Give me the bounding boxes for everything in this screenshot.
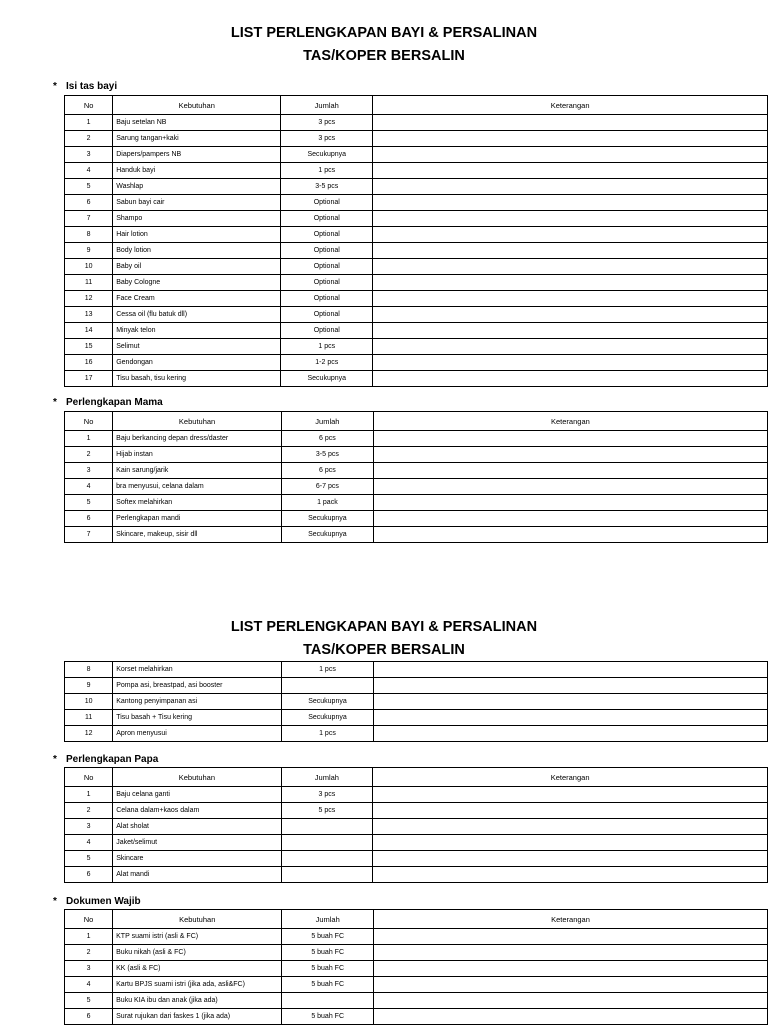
bullet-marker: *: [53, 81, 57, 92]
column-header-keterangan: Keterangan: [373, 96, 768, 115]
section-label-perlengkapan-mama: [53, 396, 163, 410]
cell-keterangan: [373, 307, 768, 323]
column-header-jumlah: Jumlah: [282, 910, 374, 929]
cell-no: 1: [65, 929, 113, 945]
cell-keterangan: [373, 227, 768, 243]
cell-jumlah: 5 buah FC: [282, 929, 374, 945]
cell-keterangan: [373, 787, 768, 803]
cell-no: 5: [65, 851, 113, 867]
cell-no: 2: [65, 803, 113, 819]
cell-no: 5: [65, 993, 113, 1009]
cell-keterangan: [373, 527, 767, 543]
cell-keterangan: [373, 678, 767, 694]
cell-kebutuhan: Shampo: [113, 211, 281, 227]
cell-jumlah: [281, 867, 373, 883]
cell-keterangan: [373, 710, 767, 726]
table-row: [65, 371, 768, 387]
cell-kebutuhan: Apron menyusui: [113, 726, 282, 742]
cell-jumlah: Optional: [281, 211, 373, 227]
cell-keterangan: [374, 945, 768, 961]
cell-jumlah: Optional: [281, 275, 373, 291]
cell-jumlah: 6 pcs: [281, 463, 373, 479]
table-row: [65, 431, 768, 447]
cell-no: 3: [65, 463, 113, 479]
cell-kebutuhan: Baju berkancing depan dress/daster: [113, 431, 282, 447]
section-title: Perlengkapan Mama: [66, 397, 163, 408]
cell-keterangan: [374, 929, 768, 945]
cell-keterangan: [374, 961, 768, 977]
cell-no: 1: [65, 431, 113, 447]
table-row: [65, 227, 768, 243]
table-row: [65, 787, 768, 803]
cell-jumlah: 1 pcs: [281, 163, 373, 179]
table-row: [65, 678, 768, 694]
cell-jumlah: 3 pcs: [281, 115, 373, 131]
cell-no: 11: [65, 710, 113, 726]
cell-keterangan: [373, 694, 767, 710]
cell-keterangan: [373, 447, 767, 463]
column-header-jumlah: Jumlah: [281, 96, 373, 115]
cell-no: 14: [65, 323, 113, 339]
cell-jumlah: Optional: [281, 323, 373, 339]
table-perlengkapan-mama-lanjutan: [64, 661, 768, 742]
section-label-dokumen-wajib: [53, 895, 141, 909]
table-row: [65, 726, 768, 742]
cell-no: 9: [65, 243, 113, 259]
cell-no: 8: [65, 662, 113, 678]
cell-kebutuhan: Face Cream: [113, 291, 281, 307]
cell-jumlah: Optional: [281, 291, 373, 307]
cell-keterangan: [373, 291, 768, 307]
table-header-row: [65, 412, 768, 431]
cell-keterangan: [373, 275, 768, 291]
cell-no: 15: [65, 339, 113, 355]
table-isi-tas-bayi: [64, 95, 768, 387]
cell-jumlah: 1-2 pcs: [281, 355, 373, 371]
cell-jumlah: 5 pcs: [281, 803, 373, 819]
cell-no: 7: [65, 527, 113, 543]
cell-jumlah: 6 pcs: [281, 431, 373, 447]
bullet-marker: *: [53, 896, 57, 907]
cell-jumlah: 1 pcs: [281, 339, 373, 355]
cell-kebutuhan: Pompa asi, breastpad, asi booster: [113, 678, 282, 694]
cell-keterangan: [373, 803, 768, 819]
cell-no: 1: [65, 787, 113, 803]
cell-keterangan: [373, 662, 767, 678]
table-row: [65, 527, 768, 543]
cell-jumlah: Optional: [281, 243, 373, 259]
section-title: Isi tas bayi: [66, 81, 118, 92]
cell-no: 2: [65, 131, 113, 147]
table-row: [65, 291, 768, 307]
cell-keterangan: [373, 131, 768, 147]
cell-kebutuhan: Hair lotion: [113, 227, 281, 243]
cell-no: 6: [65, 867, 113, 883]
table-row: [65, 961, 768, 977]
cell-kebutuhan: Diapers/pampers NB: [113, 147, 281, 163]
cell-jumlah: 5 buah FC: [282, 961, 374, 977]
cell-no: 12: [65, 291, 113, 307]
table-row: [65, 511, 768, 527]
cell-kebutuhan: Jaket/selimut: [113, 835, 281, 851]
cell-no: 16: [65, 355, 113, 371]
table-row: [65, 147, 768, 163]
table-row: [65, 323, 768, 339]
cell-keterangan: [373, 259, 768, 275]
table-row: [65, 179, 768, 195]
cell-kebutuhan: Korset melahirkan: [113, 662, 282, 678]
section-label-isi-tas-bayi: [53, 80, 117, 94]
column-header-no: No: [65, 96, 113, 115]
table-row: [65, 131, 768, 147]
column-header-keterangan: Keterangan: [373, 768, 768, 787]
cell-no: 3: [65, 819, 113, 835]
table-row: [65, 115, 768, 131]
cell-keterangan: [373, 851, 768, 867]
cell-keterangan: [373, 431, 767, 447]
cell-kebutuhan: Body lotion: [113, 243, 281, 259]
cell-jumlah: Optional: [281, 259, 373, 275]
cell-kebutuhan: Skincare: [113, 851, 281, 867]
page-title: LIST PERLENGKAPAN BAYI & PERSALINAN: [230, 25, 538, 41]
cell-kebutuhan: Buku nikah (asli & FC): [113, 945, 282, 961]
cell-jumlah: 3 pcs: [281, 131, 373, 147]
cell-no: 4: [65, 479, 113, 495]
cell-no: 8: [65, 227, 113, 243]
cell-keterangan: [373, 835, 768, 851]
cell-kebutuhan: Tisu basah + Tisu kering: [113, 710, 282, 726]
cell-kebutuhan: Minyak telon: [113, 323, 281, 339]
cell-kebutuhan: KK (asli & FC): [113, 961, 282, 977]
table-row: [65, 993, 768, 1009]
column-header-keterangan: Keterangan: [374, 910, 768, 929]
cell-keterangan: [373, 355, 768, 371]
table-perlengkapan-papa: [64, 767, 768, 883]
cell-kebutuhan: Baby oil: [113, 259, 281, 275]
cell-kebutuhan: Kain sarung/jarik: [113, 463, 282, 479]
cell-keterangan: [373, 195, 768, 211]
cell-no: 4: [65, 977, 113, 993]
cell-kebutuhan: Cessa oil (flu batuk dll): [113, 307, 281, 323]
table-header-row: [65, 96, 768, 115]
cell-keterangan: [374, 977, 768, 993]
cell-no: 13: [65, 307, 113, 323]
cell-kebutuhan: Perlengkapan mandi: [113, 511, 282, 527]
table-row: [65, 307, 768, 323]
cell-no: 11: [65, 275, 113, 291]
bullet-marker: *: [53, 754, 57, 765]
cell-keterangan: [373, 511, 767, 527]
cell-jumlah: Secukupnya: [281, 511, 373, 527]
table-row: [65, 259, 768, 275]
column-header-jumlah: Jumlah: [281, 768, 373, 787]
cell-keterangan: [373, 867, 768, 883]
cell-jumlah: 1 pcs: [282, 726, 374, 742]
section-label-perlengkapan-papa: [53, 753, 158, 767]
table-row: [65, 339, 768, 355]
table-row: [65, 275, 768, 291]
cell-jumlah: Secukupnya: [282, 710, 374, 726]
cell-kebutuhan: Baju celana ganti: [113, 787, 281, 803]
cell-kebutuhan: Sabun bayi cair: [113, 195, 281, 211]
cell-no: 17: [65, 371, 113, 387]
cell-no: 2: [65, 945, 113, 961]
table-row: [65, 495, 768, 511]
cell-no: 9: [65, 678, 113, 694]
cell-jumlah: 5 buah FC: [282, 977, 374, 993]
cell-jumlah: Secukupnya: [281, 371, 373, 387]
cell-jumlah: [281, 819, 373, 835]
table-row: [65, 211, 768, 227]
column-header-jumlah: Jumlah: [281, 412, 373, 431]
cell-kebutuhan: Handuk bayi: [113, 163, 281, 179]
section-title: Dokumen Wajib: [66, 896, 141, 907]
table-row: [65, 479, 768, 495]
table-row: [65, 929, 768, 945]
cell-no: 6: [65, 195, 113, 211]
cell-jumlah: 3 pcs: [281, 787, 373, 803]
column-header-kebutuhan: Kebutuhan: [113, 768, 281, 787]
cell-keterangan: [374, 993, 768, 1009]
column-header-keterangan: Keterangan: [373, 412, 767, 431]
cell-keterangan: [373, 495, 767, 511]
page-subtitle: TAS/KOPER BERSALIN: [303, 48, 465, 64]
cell-kebutuhan: KTP suami istri (asli & FC): [113, 929, 282, 945]
cell-keterangan: [373, 463, 767, 479]
cell-no: 12: [65, 726, 113, 742]
table-row: [65, 977, 768, 993]
cell-kebutuhan: Buku KIA ibu dan anak (jika ada): [113, 993, 282, 1009]
table-row: [65, 447, 768, 463]
table-row: [65, 945, 768, 961]
column-header-kebutuhan: Kebutuhan: [113, 412, 282, 431]
cell-no: 6: [65, 1009, 113, 1025]
cell-keterangan: [373, 726, 767, 742]
cell-keterangan: [373, 323, 768, 339]
cell-no: 5: [65, 495, 113, 511]
cell-keterangan: [373, 147, 768, 163]
cell-no: 3: [65, 961, 113, 977]
table-header-row: [65, 910, 768, 929]
cell-no: 10: [65, 694, 113, 710]
cell-jumlah: Secukupnya: [281, 527, 373, 543]
table-row: [65, 851, 768, 867]
table-row: [65, 243, 768, 259]
cell-jumlah: [281, 835, 373, 851]
cell-kebutuhan: Softex melahirkan: [113, 495, 282, 511]
cell-no: 10: [65, 259, 113, 275]
table-row: [65, 835, 768, 851]
cell-jumlah: 3-5 pcs: [281, 447, 373, 463]
table-row: [65, 662, 768, 678]
column-header-kebutuhan: Kebutuhan: [113, 910, 282, 929]
bullet-marker: *: [53, 397, 57, 408]
cell-jumlah: 3-5 pcs: [281, 179, 373, 195]
table-row: [65, 195, 768, 211]
cell-jumlah: 5 buah FC: [282, 945, 374, 961]
cell-no: 2: [65, 447, 113, 463]
page-title-2: LIST PERLENGKAPAN BAYI & PERSALINAN: [230, 619, 538, 635]
cell-keterangan: [373, 479, 767, 495]
table-row: [65, 694, 768, 710]
cell-kebutuhan: Washlap: [113, 179, 281, 195]
cell-kebutuhan: Sarung tangan+kaki: [113, 131, 281, 147]
table-row: [65, 803, 768, 819]
cell-kebutuhan: Kantong penyimpanan asi: [113, 694, 282, 710]
page-subtitle-2: TAS/KOPER BERSALIN: [303, 642, 465, 658]
cell-jumlah: 1 pack: [281, 495, 373, 511]
column-header-no: No: [65, 412, 113, 431]
cell-jumlah: Optional: [281, 307, 373, 323]
column-header-kebutuhan: Kebutuhan: [113, 96, 281, 115]
cell-no: 4: [65, 835, 113, 851]
cell-jumlah: Optional: [281, 195, 373, 211]
cell-kebutuhan: Alat mandi: [113, 867, 281, 883]
cell-kebutuhan: Kartu BPJS suami istri (jika ada, asli&FC): [113, 977, 282, 993]
table-row: [65, 867, 768, 883]
cell-jumlah: Optional: [281, 227, 373, 243]
table-row: [65, 710, 768, 726]
cell-keterangan: [373, 243, 768, 259]
cell-keterangan: [373, 339, 768, 355]
cell-keterangan: [373, 211, 768, 227]
table-row: [65, 463, 768, 479]
table-row: [65, 1009, 768, 1025]
cell-jumlah: 6-7 pcs: [281, 479, 373, 495]
table-perlengkapan-mama: [64, 411, 768, 543]
cell-kebutuhan: Celana dalam+kaos dalam: [113, 803, 281, 819]
table-dokumen-wajib: [64, 909, 768, 1025]
cell-kebutuhan: Surat rujukan dari faskes 1 (jika ada): [113, 1009, 282, 1025]
column-header-no: No: [65, 768, 113, 787]
cell-keterangan: [373, 371, 768, 387]
table-row: [65, 819, 768, 835]
cell-no: 3: [65, 147, 113, 163]
cell-no: 1: [65, 115, 113, 131]
table-row: [65, 355, 768, 371]
cell-jumlah: [281, 851, 373, 867]
cell-kebutuhan: Baju setelan NB: [113, 115, 281, 131]
cell-kebutuhan: Baby Cologne: [113, 275, 281, 291]
cell-jumlah: 5 buah FC: [282, 1009, 374, 1025]
cell-no: 7: [65, 211, 113, 227]
cell-kebutuhan: Skincare, makeup, sisir dll: [113, 527, 282, 543]
cell-kebutuhan: Gendongan: [113, 355, 281, 371]
cell-kebutuhan: Selimut: [113, 339, 281, 355]
cell-jumlah: 1 pcs: [282, 662, 374, 678]
cell-kebutuhan: Tisu basah, tisu kering: [113, 371, 281, 387]
cell-kebutuhan: Alat sholat: [113, 819, 281, 835]
column-header-no: No: [65, 910, 113, 929]
cell-keterangan: [373, 819, 768, 835]
cell-keterangan: [374, 1009, 768, 1025]
table-row: [65, 163, 768, 179]
section-title: Perlengkapan Papa: [66, 754, 159, 765]
cell-no: 4: [65, 163, 113, 179]
cell-jumlah: Secukupnya: [281, 147, 373, 163]
cell-jumlah: Secukupnya: [282, 694, 374, 710]
table-header-row: [65, 768, 768, 787]
cell-no: 6: [65, 511, 113, 527]
cell-keterangan: [373, 179, 768, 195]
cell-keterangan: [373, 163, 768, 179]
cell-keterangan: [373, 115, 768, 131]
cell-jumlah: [282, 678, 374, 694]
cell-kebutuhan: bra menyusui, celana dalam: [113, 479, 282, 495]
cell-jumlah: [282, 993, 374, 1009]
cell-kebutuhan: Hijab instan: [113, 447, 282, 463]
cell-no: 5: [65, 179, 113, 195]
